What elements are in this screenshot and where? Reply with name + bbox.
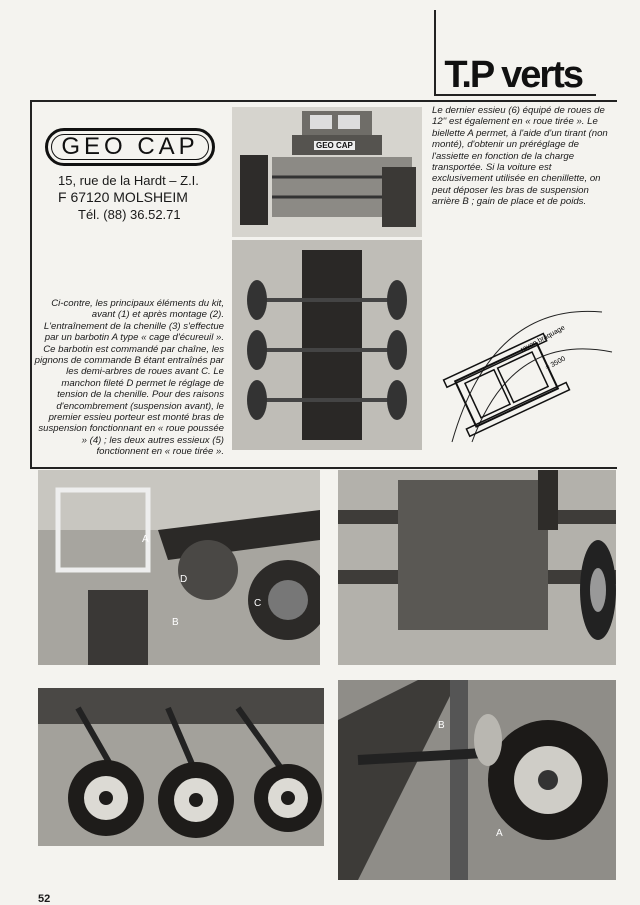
header-box [434, 10, 596, 96]
photo-sprocket-drive [38, 470, 320, 665]
page-title: T.P verts [444, 54, 582, 96]
photo3-label-c: C [254, 598, 262, 609]
diagram-label-rayon: rayon braquage [519, 324, 567, 354]
photo-rear-axles-image [338, 470, 616, 665]
photo3-label-a: A [142, 534, 149, 545]
photo-kit-mounted-image [232, 240, 422, 450]
photo3-label-b: B [172, 617, 179, 628]
photo6-label-a: A [496, 828, 503, 839]
photo-kit-front-image [232, 107, 422, 237]
turning-radius-diagram [432, 292, 622, 452]
photo-trailing-wheels [38, 688, 324, 846]
photo-trailing-wheels-image [38, 688, 324, 846]
address-city: F 67120 MOLSHEIM [58, 189, 188, 205]
photo6-label-b: B [438, 720, 445, 731]
caption-right: Le dernier essieu (6) équipé de roues de 12'' est également en « roue tirée ». Le biellette A permet, à l'aide d'un tirant (non monté), d'obtenir un préréglage de l'assiette en fonction de la charge transportée. Si la voiture est exclusivement utilisée en chenillette, on peut déposer les bras de suspension arrière B ; gain de place et de poids. [432, 105, 608, 208]
photo-rear-suspension-image [338, 680, 616, 880]
company-address [58, 172, 199, 223]
logo-text: GEO CAP [61, 133, 199, 160]
photo-kit-front [232, 107, 422, 237]
geocap-logo [45, 128, 215, 166]
address-phone: Tél. (88) 36.52.71 [78, 207, 181, 222]
photo3-label-d: D [180, 574, 188, 585]
truck-logo-text: GEO CAP [316, 141, 353, 150]
photo-rear-suspension [338, 680, 616, 880]
photo-rear-axles [338, 470, 616, 665]
photo-kit-mounted [232, 240, 422, 450]
diagram-label-value: ≈ 3500 [544, 355, 567, 372]
page-number: 52 [38, 893, 51, 905]
photo-sprocket-drive-image [38, 470, 320, 665]
address-street: 15, rue de la Hardt – Z.I. [58, 173, 199, 188]
caption-left: Ci-contre, les principaux éléments du kit, avant (1) et après montage (2). L'entraînement de la chenille (3) s'effectue par un barbotin A type « cage d'écureuil ». Ce barbotin est commandé par chaîne, les pignons de commande B étant entraînés par les demi-arbres de roues avant C. Le manchon fileté D permet le réglage de tension de la chenille. Pour des raisons d'encombrement (suspension avant), le premier essieu porteur est monté bras de suspension fonctionnant en « roue poussée » (4) ; les deux autres essieux (5) fonctionnent en « roue tirée ». [34, 298, 224, 458]
